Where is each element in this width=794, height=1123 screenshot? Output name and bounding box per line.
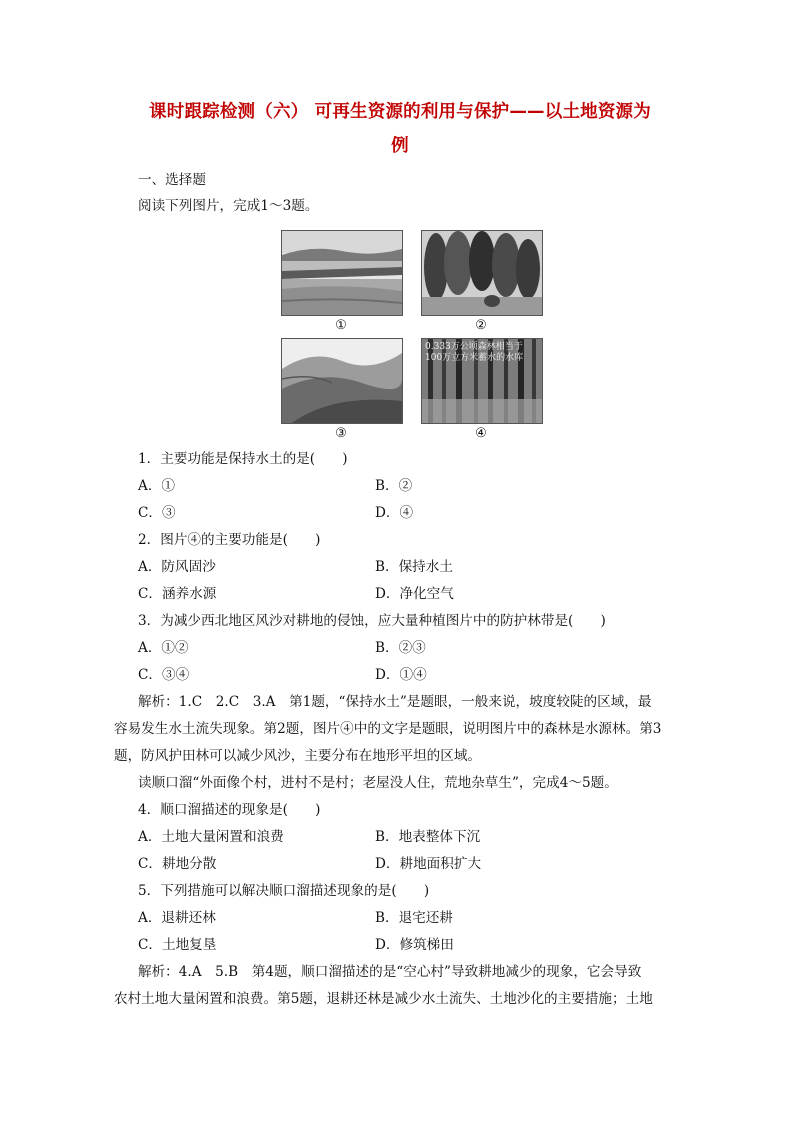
answer-explanation-1-3-line-2: 容易发生水土流失现象。第2题，图片④中的文字是题眼，说明图片中的森林是水源林。第3 — [114, 721, 662, 737]
question-1-option-b: B．② — [375, 478, 413, 494]
photo-3-hillside-forest — [281, 338, 403, 424]
question-3-option-d: D．①④ — [375, 667, 427, 683]
question-4-option-c: C．耕地分散 — [138, 856, 217, 872]
question-3-option-a: A．①② — [138, 640, 189, 656]
photo-2-caption: ② — [475, 318, 487, 333]
photo-3-caption: ③ — [335, 426, 347, 441]
question-intro-4-5: 读顺口溜“外面像个村，进村不是村；老屋没人住，荒地杂草生”，完成4～5题。 — [138, 775, 618, 791]
question-2-option-b: B．保持水土 — [375, 559, 453, 575]
question-4-option-a: A．土地大量闲置和浪费 — [138, 829, 284, 845]
question-1-option-a: A．① — [138, 478, 176, 494]
question-3-stem: 3．为减少西北地区风沙对耕地的侵蚀，应大量种植图片中的防护林带是( ) — [138, 613, 606, 629]
question-1-stem: 1．主要功能是保持水土的是( ) — [138, 451, 348, 467]
question-5-option-d: D．修筑梯田 — [375, 937, 454, 953]
photo-1-farmland-shelterbelt — [281, 230, 403, 316]
question-2-option-d: D．净化空气 — [375, 586, 454, 602]
answer-explanation-1-3-line-3: 题，防风护田林可以减少风沙，主要分布在地形平坦的区域。 — [114, 748, 482, 764]
page-title-continued: 例 — [391, 136, 409, 156]
page-title: 课时跟踪检测（六） 可再生资源的利用与保护——以土地资源为 — [149, 102, 651, 122]
question-5-option-c: C．土地复垦 — [138, 937, 217, 953]
photo-4-overlay-text-1: 0.333万公顷森林相当于 — [425, 342, 523, 352]
question-2-option-a: A．防风固沙 — [138, 559, 216, 575]
photo-1-caption: ① — [335, 318, 347, 333]
question-2-stem: 2．图片④的主要功能是( ) — [138, 532, 321, 548]
answer-explanation-4-5-line-1: 解析：4.A 5.B 第4题，顺口溜描述的是“空心村”导致耕地减少的现象，它会导致 — [138, 964, 642, 980]
question-4-option-d: D．耕地面积扩大 — [375, 856, 482, 872]
question-3-option-b: B．②③ — [375, 640, 426, 656]
question-5-option-a: A．退耕还林 — [138, 910, 216, 926]
answer-explanation-4-5-line-2: 农村土地大量闲置和浪费。第5题，退耕还林是减少水土流失、土地沙化的主要措施；土地 — [114, 991, 653, 1007]
question-5-stem: 5．下列措施可以解决顺口溜描述现象的是( ) — [138, 883, 430, 899]
question-3-option-c: C．③④ — [138, 667, 190, 683]
photo-4-overlay-text-2: 100万立方米蓄水的水库 — [425, 353, 524, 363]
question-1-option-c: C．③ — [138, 505, 176, 521]
answer-explanation-1-3-line-1: 解析：1.C 2.C 3.A 第1题，“保持水土”是题眼，一般来说，坡度较陡的区域，最 — [138, 694, 652, 710]
question-4-stem: 4．顺口溜描述的现象是( ) — [138, 802, 321, 818]
question-4-option-b: B．地表整体下沉 — [375, 829, 481, 845]
photo-4-water-conservation-forest — [421, 338, 543, 424]
question-2-option-c: C．涵养水源 — [138, 586, 217, 602]
section-heading: 一、选择题 — [138, 172, 206, 188]
question-intro-1-3: 阅读下列图片，完成1～3题。 — [138, 198, 319, 214]
question-1-option-d: D．④ — [375, 505, 414, 521]
photo-2-tree-row — [421, 230, 543, 316]
photo-4-caption: ④ — [475, 426, 487, 441]
question-5-option-b: B．退宅还耕 — [375, 910, 453, 926]
